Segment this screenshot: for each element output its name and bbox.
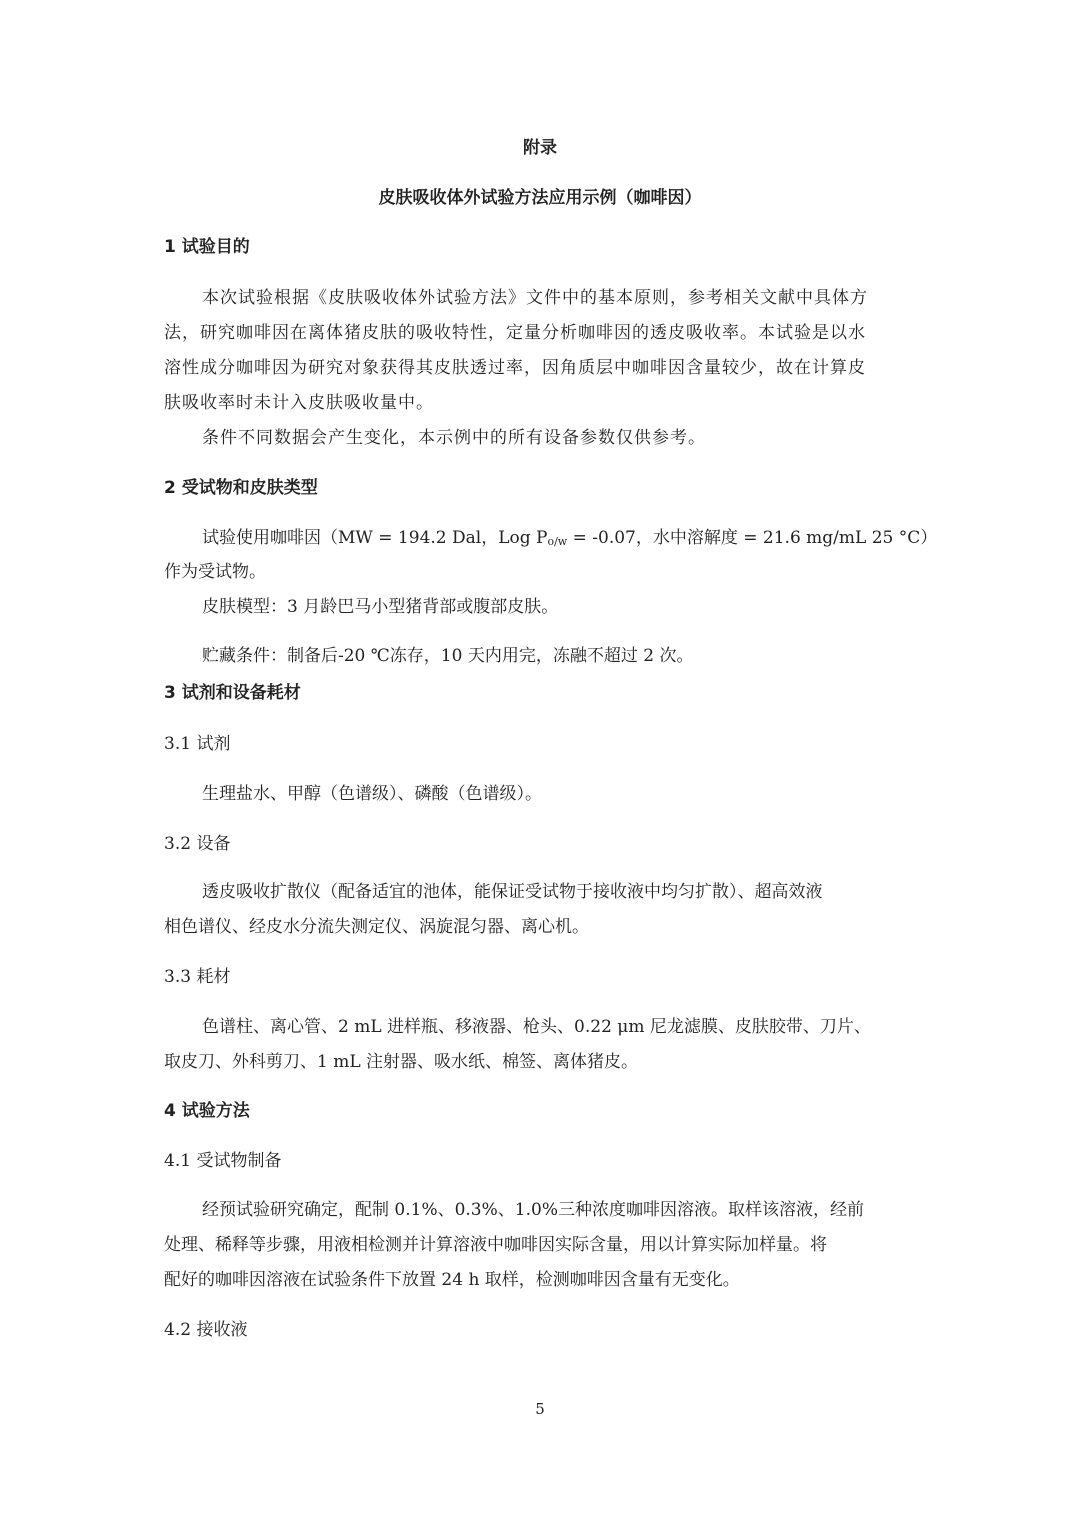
section-3-2-text-line: 相色谱仪、经皮水分流失测定仪、涡旋混匀器、离心机。 [164, 917, 589, 937]
section-1-heading: 1 试验目的 [164, 237, 250, 257]
section-1-note: 条件不同数据会产生变化，本示例中的所有设备参数仅供参考。 [202, 428, 706, 448]
section-2-heading: 2 受试物和皮肤类型 [164, 478, 318, 498]
section-1-paragraph-line: 溶性成分咖啡因为研究对象获得其皮肤透过率，因角质层中咖啡因含量较少，故在计算皮 [164, 358, 866, 378]
section-3-2-heading: 3.2 设备 [164, 834, 231, 854]
section-3-1-heading: 3.1 试剂 [164, 734, 231, 754]
section-4-1-heading: 4.1 受试物制备 [164, 1151, 282, 1171]
page-number: 5 [535, 1400, 545, 1418]
section-1-paragraph-line: 法，研究咖啡因在离体猪皮肤的吸收特性，定量分析咖啡因的透皮吸收率。本试验是以水 [164, 323, 866, 343]
section-3-1-text: 生理盐水、甲醇（色谱级）、磷酸（色谱级）。 [202, 784, 542, 804]
document-title: 皮肤吸收体外试验方法应用示例（咖啡因） [378, 188, 702, 208]
test-substance-text-a: 试验使用咖啡因（MW = 194.2 Dal，Log P [202, 528, 548, 548]
section-2-storage: 贮藏条件：制备后-20 ℃冻存，10 天内用完，冻融不超过 2 次。 [202, 646, 694, 666]
section-3-3-text-line: 色谱柱、离心管、2 mL 进样瓶、移液器、枪头、0.22 μm 尼龙滤膜、皮肤胶带、刀片、 [202, 1017, 871, 1037]
section-3-heading: 3 试剂和设备耗材 [164, 683, 301, 703]
section-4-1-text-line: 配好的咖啡因溶液在试验条件下放置 24 h 取样，检测咖啡因含量有无变化。 [164, 1270, 740, 1290]
section-3-3-text-line: 取皮刀、外科剪刀、1 mL 注射器、吸水纸、棉签、离体猪皮。 [164, 1052, 639, 1072]
partition-subscript: o/w [547, 535, 568, 548]
section-3-2-text-line: 透皮吸收扩散仪（配备适宜的池体，能保证受试物于接收液中均匀扩散）、超高效液 [202, 882, 823, 902]
section-4-heading: 4 试验方法 [164, 1101, 250, 1121]
section-4-1-text-line: 经预试验研究确定，配制 0.1%、0.3%、1.0%三种浓度咖啡因溶液。取样该溶液，经前 [202, 1200, 864, 1220]
section-4-2-heading: 4.2 接收液 [164, 1320, 248, 1340]
section-1-paragraph-line: 肤吸收率时未计入皮肤吸收量中。 [164, 393, 434, 413]
section-3-3-heading: 3.3 耗材 [164, 967, 231, 987]
section-4-1-text-line: 处理、稀释等步骤，用液相检测并计算溶液中咖啡因实际含量，用以计算实际加样量。将 [164, 1235, 827, 1255]
section-1-paragraph-line: 本次试验根据《皮肤吸收体外试验方法》文件中的基本原则，参考相关文献中具体方 [202, 288, 868, 308]
section-2-test-substance-line2: 作为受试物。 [164, 562, 266, 582]
section-2-skin-model: 皮肤模型：3 月龄巴马小型猪背部或腹部皮肤。 [202, 597, 559, 617]
test-substance-text-b: = -0.07，水中溶解度 = 21.6 mg/mL 25 °C） [567, 528, 938, 548]
section-2-test-substance [202, 527, 937, 553]
appendix-title: 附录 [523, 138, 557, 158]
